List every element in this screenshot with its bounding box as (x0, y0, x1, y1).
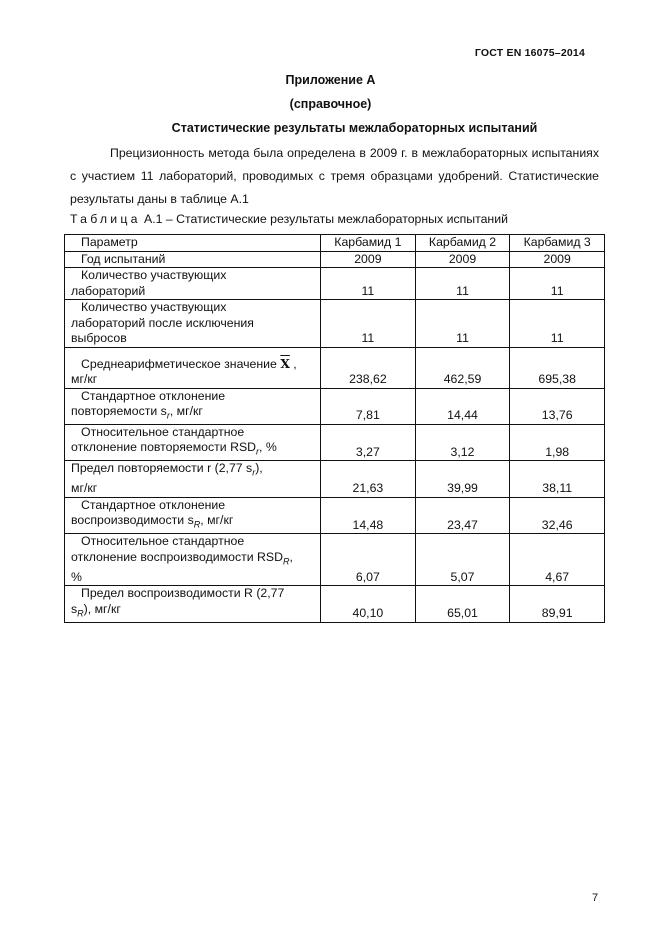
row-value: 238,62 (321, 347, 416, 388)
header-parameter: Параметр (65, 235, 321, 252)
row-parameter: Относительное стандартное отклонение повторяемости $RSD_r$, % (65, 424, 321, 460)
row-value: 2009 (415, 251, 510, 268)
table-row (65, 534, 605, 586)
row-parameter: Среднеарифметическое значение $\overline{X}$ , мг/кг (65, 347, 321, 388)
row-value: 4,67 (510, 534, 605, 586)
row-parameter: Количество участвующих лабораторий после исключения выбросов (65, 300, 321, 348)
document-code: ГОСТ EN 16075–2014 (474, 47, 585, 59)
row-value: 2009 (321, 251, 416, 268)
row-value: 3,27 (321, 424, 416, 460)
row-parameter: Предел повторяемости r (2,77 $s_r$), мг/кг (65, 461, 321, 497)
row-value: 11 (510, 300, 605, 348)
row-value: 23,47 (415, 497, 510, 533)
row-parameter: Относительное стандартное отклонение воспроизводимости $RSD_R$, % (65, 534, 321, 586)
row-value: 5,07 (415, 534, 510, 586)
row-value: 38,11 (510, 461, 605, 497)
row-value: 11 (415, 300, 510, 348)
row-value: 11 (415, 268, 510, 300)
row-parameter: Год испытаний (65, 251, 321, 268)
row-value: 14,48 (321, 497, 416, 533)
intro-paragraph: Прецизионность метода была определена в 2009 г. в межлабораторных испытаниях с участием 11 лабораторий, проводимых с тремя образцами удобрений. Статистические результаты даны в таблице А.1 (70, 146, 599, 206)
table-caption-text: А.1 – Статистические результаты межлабораторных испытаний (144, 212, 508, 226)
header-sample-1: Карбамид 1 (321, 235, 416, 252)
row-value: 11 (321, 268, 416, 300)
table-row (65, 388, 605, 424)
results-table (64, 234, 605, 623)
header-sample-2: Карбамид 2 (415, 235, 510, 252)
row-value: 89,91 (510, 586, 605, 622)
table-row (65, 497, 605, 533)
page-number: 7 (592, 892, 599, 904)
section-title: Статистические результаты межлабораторных испытаний (171, 121, 538, 135)
row-value: 13,76 (510, 388, 605, 424)
row-value: 11 (510, 268, 605, 300)
row-parameter: Предел воспроизводимости R (2,77 $s_R$), мг/кг (65, 586, 321, 622)
table-caption (70, 212, 508, 226)
row-value: 39,99 (415, 461, 510, 497)
row-value: 1,98 (510, 424, 605, 460)
row-value: 40,10 (321, 586, 416, 622)
row-parameter: Стандартное отклонение воспроизводимости $s_R$, мг/кг (65, 497, 321, 533)
row-value: 32,46 (510, 497, 605, 533)
row-value: 7,81 (321, 388, 416, 424)
table-row (65, 300, 605, 348)
row-value: 14,44 (415, 388, 510, 424)
table-row (65, 461, 605, 497)
row-parameter: Количество участвующих лабораторий (65, 268, 321, 300)
row-value: 462,59 (415, 347, 510, 388)
mean-symbol: $\overline{X}$ (280, 355, 290, 371)
row-value: 695,38 (510, 347, 605, 388)
row-value: 21,63 (321, 461, 416, 497)
row-value: 11 (321, 300, 416, 348)
row-value: 65,01 (415, 586, 510, 622)
table-header-row (65, 235, 605, 252)
table-row (65, 424, 605, 460)
table-row (65, 586, 605, 622)
table-row (65, 251, 605, 268)
appendix-title: Приложение А (285, 73, 376, 87)
row-value: 3,12 (415, 424, 510, 460)
row-value: 2009 (510, 251, 605, 268)
appendix-subtitle: (справочное) (289, 97, 372, 111)
table-row (65, 268, 605, 300)
table-row (65, 347, 605, 388)
row-value: 6,07 (321, 534, 416, 586)
row-parameter: Стандартное отклонение повторяемости $s_r$, мг/кг (65, 388, 321, 424)
table-caption-word: Таблица (70, 212, 141, 226)
header-sample-3: Карбамид 3 (510, 235, 605, 252)
